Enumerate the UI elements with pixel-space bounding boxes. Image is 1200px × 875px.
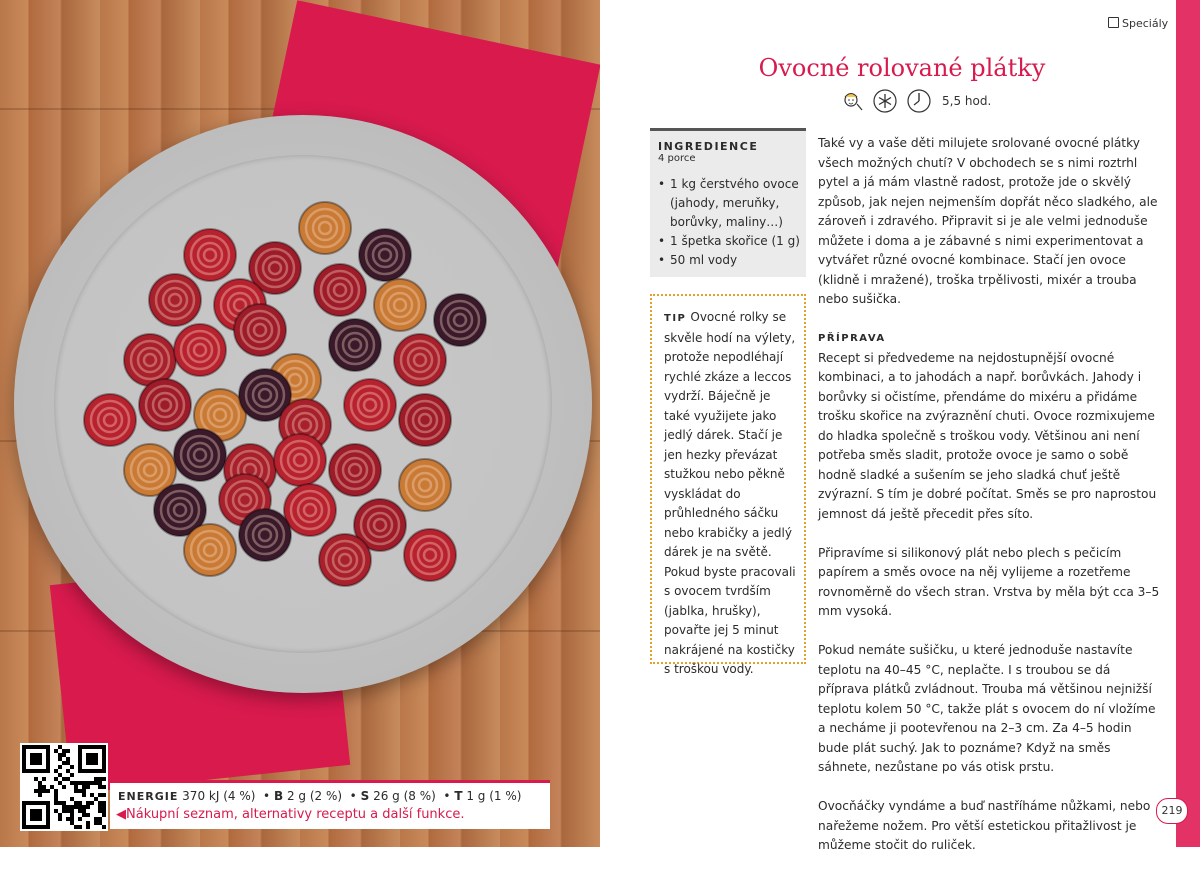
tip-text (664, 308, 798, 680)
clock-icon (906, 88, 932, 114)
method-paragraph: Ovocňáčky vyndáme a buď nastříháme nůžkami, nebo nařežeme nožem. Pro větší estetickou přitažlivost je můžeme stočit do ruliček. (818, 799, 1151, 852)
calendar-icon (1108, 17, 1119, 28)
protein-label: B (273, 789, 284, 803)
list-item: • 50 ml vody (658, 251, 806, 270)
fruit-roll (174, 429, 226, 481)
extras-link-text: Nákupní seznam, alternativy receptu a další funkce. (126, 807, 465, 822)
energy-value: 370 kJ (4 %) (182, 789, 256, 803)
tip-label: TIP (664, 313, 687, 324)
fruit-roll (239, 509, 291, 561)
portions: 4 porce (658, 153, 696, 164)
fruit-roll (314, 264, 366, 316)
fruit-roll (394, 334, 446, 386)
recipe-body (818, 134, 1164, 875)
section-name: Speciály (1122, 17, 1169, 30)
fat-value: 1 g (1 %) (466, 789, 522, 803)
recipe-photo (0, 0, 600, 847)
fruit-roll (374, 279, 426, 331)
section-tag (1108, 16, 1168, 30)
method-paragraph: Recept si předvedeme na nejdostupnější ovocné kombinaci, a to jahodách a např. borůvkách. Jahody i borůvky si očistíme, přendáme do mixéru a přidáme trošku skořice na zvýraznění chuti. Ovoce rozmixujeme do hladka společně s troškou vody. Většinou ani není potřeba směs sladit, protože ovoce je samo o sobě hodně sladké a sušením se jeho sladká chuť ještě zvýrazní. S tím je dobré počítat. Směs se pro naprostou jemnost dá ještě přecedit přes síto. (818, 350, 1157, 521)
ingredients-list (658, 175, 806, 270)
fruit-roll (174, 324, 226, 376)
fruit-roll (184, 229, 236, 281)
tip-box (650, 294, 806, 676)
list-item: • 1 špetka skořice (1 g) (658, 232, 806, 251)
fruit-roll (84, 394, 136, 446)
energy-label: ENERGIE (118, 790, 179, 803)
list-item: • 1 kg čerstvého ovoce (jahody, meruňky, borůvky, maliny…) (658, 175, 806, 232)
fruit-roll (284, 484, 336, 536)
fruit-roll (139, 379, 191, 431)
ingredients-heading: INGREDIENCE (658, 140, 759, 153)
tip-body: Ovocné rolky se skvěle hodí na výlety, protože nepodléhají rychlé zkáze a leccos vydrží. Báječně je také využijete jako jedlý dárek. Stačí je jen hezky převázat stužkou nebo pěkně vyskládat do průhledného sáčku nebo krabičky a jedlý dárek je na světě. Pokud byste pracovali s ovocem tvrdším (jablka, hrušky), povařte jej 5 minut nakrájené na kostičky s troškou vody. (664, 310, 796, 676)
fruit-roll (404, 529, 456, 581)
intro-paragraph: Také vy a vaše děti milujete srolované ovocné plátky všech možných chutí? V obchodech se s nimi roztrhl pytel a já mám vlastně radost, protože jde o skvělý způsob, jak nejen nejmenším dopřát něco sladkého, ale zároveň i zdravého. Připravit si je ale velmi jednoduše můžete i doma a je zábavné s nimi experimentovat a vytvářet různé ovocné kombinace. Stačí jen ovoce (klidně i mražené), troška trpělivosti, mixér a trouba nebo sušička. (818, 136, 1158, 306)
recipe-icons (838, 88, 991, 114)
recipe-title: Ovocné rolované plátky (758, 54, 1046, 82)
triangle-left-icon: ◀ (116, 807, 126, 822)
sugar-value: 26 g (8 %) (373, 789, 436, 803)
protein-value: 2 g (2 %) (286, 789, 343, 803)
sugar-label: S (360, 789, 370, 803)
extras-link[interactable] (116, 807, 464, 822)
fruit-roll (329, 319, 381, 371)
nutrition-values: ENERGIE 370 kJ (4 %) • B 2 g (2 %) • S 26 g (8 %) • T 1 g (1 %) (118, 789, 522, 803)
fruit-roll (329, 444, 381, 496)
page-edge (1176, 0, 1200, 847)
prep-time: 5,5 hod. (942, 94, 992, 108)
fruit-roll (359, 229, 411, 281)
qr-code-icon[interactable] (20, 743, 108, 831)
fruit-roll (319, 534, 371, 586)
method-paragraph: Pokud nemáte sušičku, u které jednoduše nastavíte teplotu na 40–45 °C, neplačte. I s troubou se dá příprava plátků zvládnout. Trouba má většinou nejnižší teplotu kolem 50 °C, takže plát s ovocem do ní vložíme a necháme ji pootevřenou na 2–3 cm. Za 4–5 hodin bude plát suchý. Jak to poznáme? Když na směs sáhnete, nezůstane po vás otisk prstu. (818, 643, 1156, 774)
fruit-rolls (0, 0, 600, 847)
fruit-roll (184, 524, 236, 576)
method-paragraph: Připravíme si silikonový plát nebo plech s pečicím papírem a směs ovoce na něj vylijeme a rozetřeme rovnoměrně do všech stran. Vrstva by měla být cca 3–5 mm vysoká. (818, 545, 1160, 618)
child-cook-icon (838, 88, 864, 114)
ingredients-box (650, 128, 806, 277)
fruit-roll (399, 394, 451, 446)
recipe-page (600, 0, 1200, 852)
fruit-roll (299, 202, 351, 254)
page-number: 219 (1156, 798, 1188, 824)
fruit-roll (149, 274, 201, 326)
fruit-roll (399, 459, 451, 511)
fruit-roll (234, 304, 286, 356)
fruit-roll (274, 434, 326, 486)
freeze-icon (872, 88, 898, 114)
method-heading: PŘÍPRAVA (818, 333, 886, 344)
fat-label: T (454, 789, 463, 803)
fruit-roll (434, 294, 486, 346)
nutrition-box (110, 780, 550, 829)
fruit-roll (344, 379, 396, 431)
